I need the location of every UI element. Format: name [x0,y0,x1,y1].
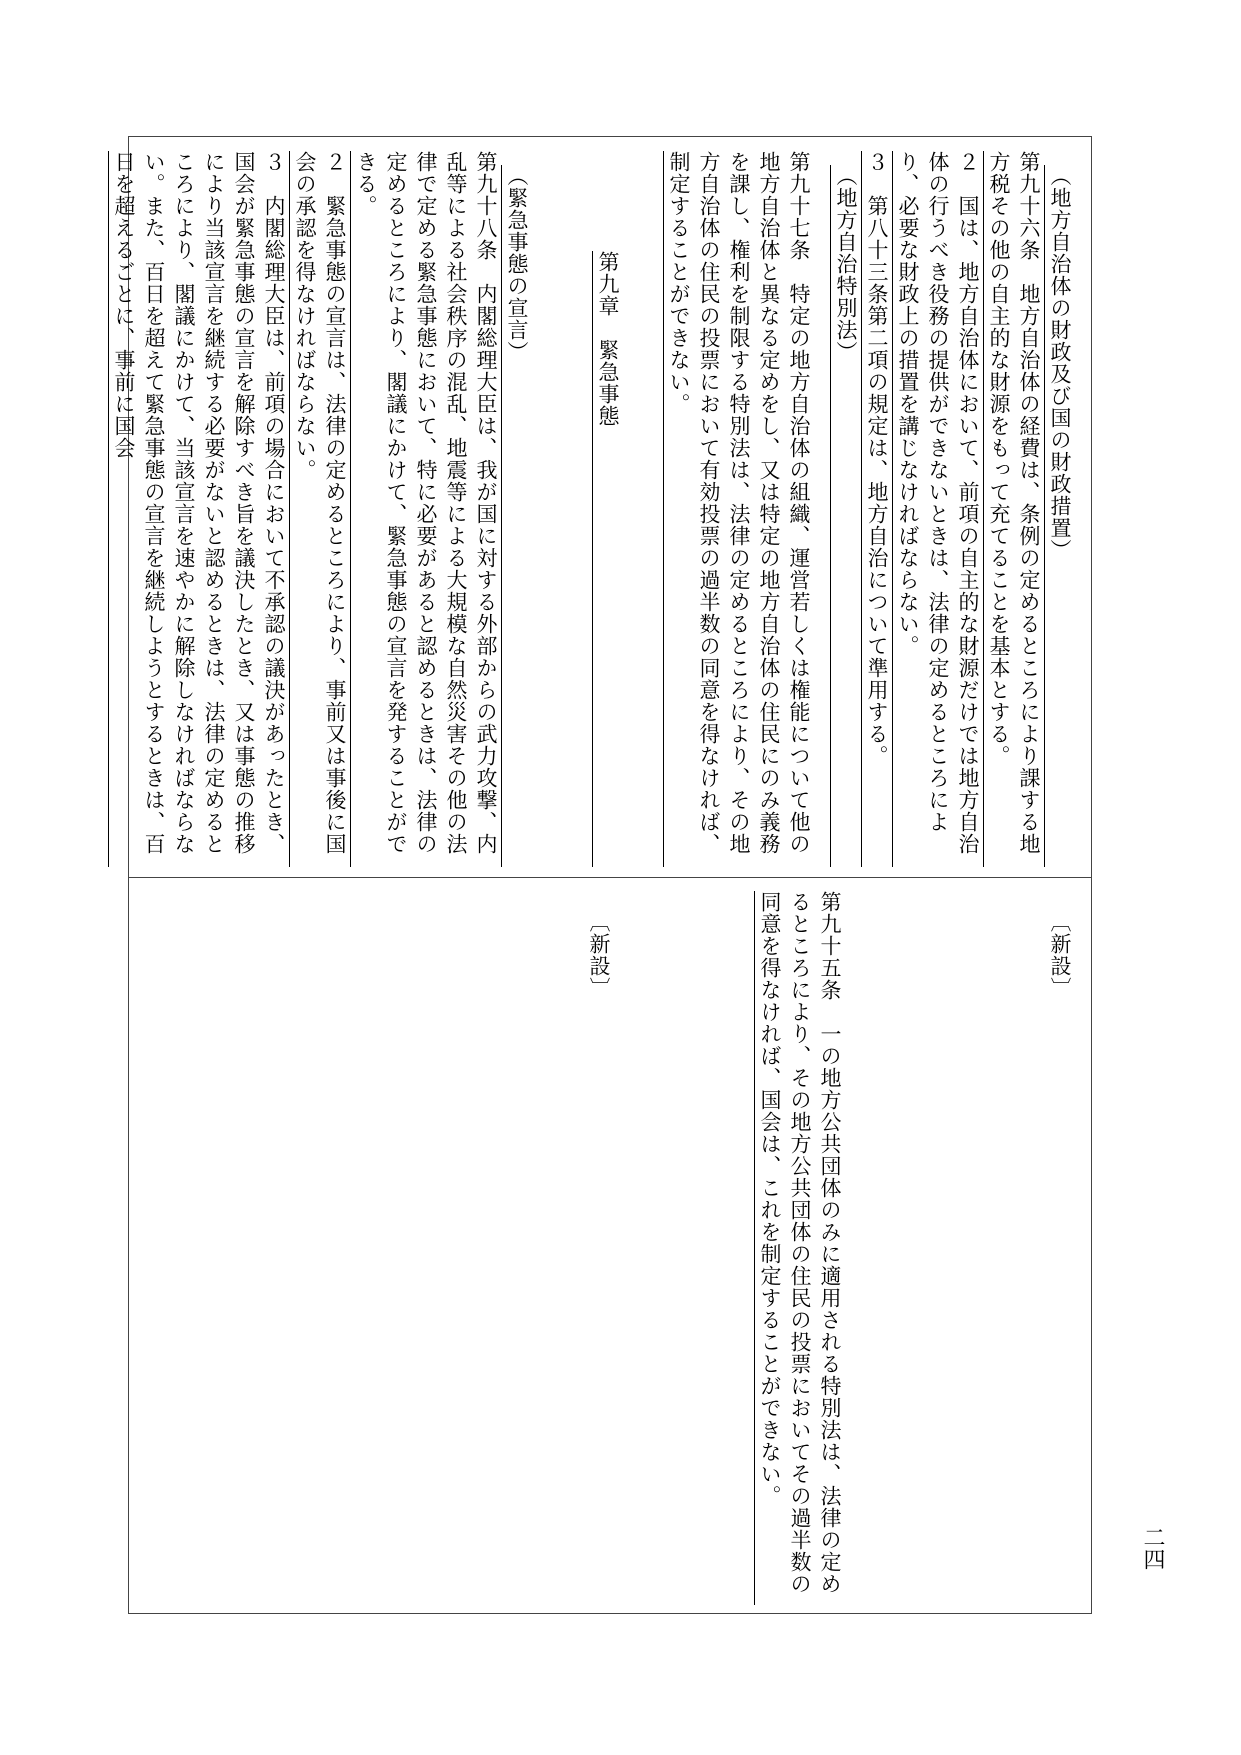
proposal-panel [112,137,1093,877]
chapter-9-title: 第九章 緊急事態 [592,251,623,867]
current-constitution-panel [129,877,1093,1615]
article-98-paragraph-3: ３ 内閣総理大臣は、前項の場合において不承認の議決があったとき、国会が緊急事態の宣言を解除すべき旨を議決したとき、又は事態の推移により当該宣言を継続する必要がないと認めるときは、法律の定めるところにより、閣議にかけて、当該宣言を速やかに解除しなければならない。また、百日を超えて緊急事態の宣言を継続しようとするときは、百日を超えるごとに、事前に国会 [108,151,289,867]
article-98-paragraph-1: 第九十八条 内閣総理大臣は、我が国に対する外部からの武力攻撃、内乱等による社会秩序の混乱、地震等による大規模な自然災害その他の法律で定める緊急事態において、特に必要があると認めるときは、法律の定めるところにより、閣議にかけて、緊急事態の宣言を発することができる。 [350,151,501,867]
page-number: 二四 [1140,1526,1165,1570]
article-95-current: 第九十五条 一の地方公共団体のみに適用される特別法は、法律の定めるところにより、その地方公共団体の住民の投票においてその過半数の同意を得なければ、国会は、これを制定することができない。 [754,891,845,1605]
article-97-heading: （地方自治特別法） [830,165,861,867]
new-provision-label-2: 〔新設〕 [587,911,611,999]
article-98-heading: （緊急事態の宣言） [501,165,532,867]
article-98-paragraph-2: ２ 緊急事態の宣言は、法律の定めるところにより、事前又は事後に国会の承認を得なければならない。 [289,151,350,867]
article-96-paragraph-3: ３ 第八十三条第二項の規定は、地方自治について準用する。 [861,151,892,867]
page-frame [112,136,1092,1614]
new-provision-label-1: 〔新設〕 [1048,911,1072,999]
article-97-paragraph-1: 第九十七条 特定の地方自治体の組織、運営若しくは権能について他の地方自治体と異なる定めをし、又は特定の地方自治体の住民にのみ義務を課し、権利を制限する特別法は、法律の定めるところにより、その地方自治体の住民の投票において有効投票の過半数の同意を得なければ、制定することができない。 [663,151,814,867]
article-96-heading: （地方自治体の財政及び国の財政措置） [1044,165,1075,867]
article-96-paragraph-2: ２ 国は、地方自治体において、前項の自主的な財源だけでは地方自治体の行うべき役務の提供ができないときは、法律の定めるところにより、必要な財政上の措置を講じなければならない。 [892,151,983,867]
article-96-paragraph-1: 第九十六条 地方自治体の経費は、条例の定めるところにより課する地方税その他の自主的な財源をもって充てることを基本とする。 [983,151,1044,867]
